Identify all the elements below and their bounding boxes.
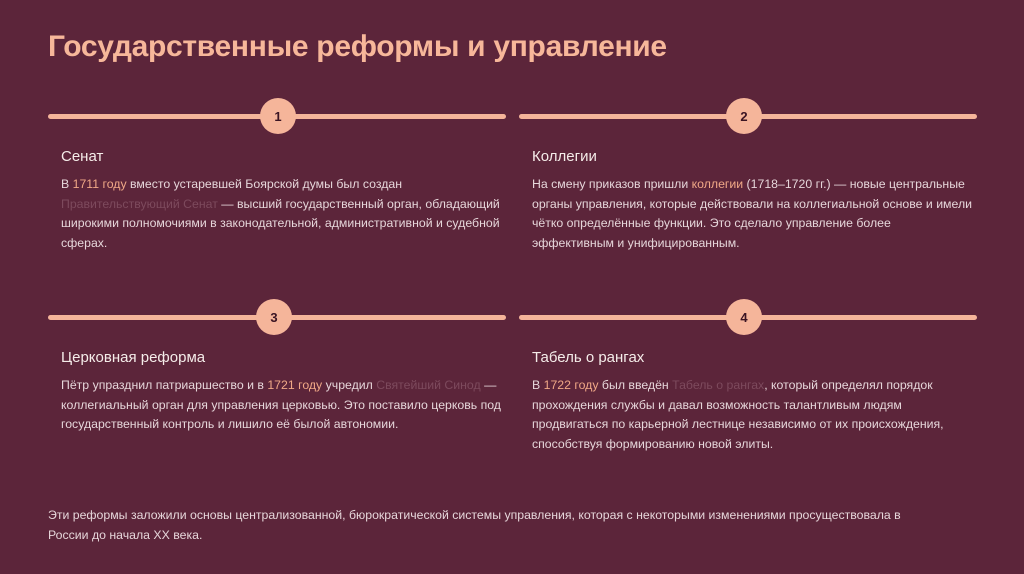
card-description: На смену приказов пришли коллегии (1718–1720 гг.) — новые центральные органы управления, которые действовали на коллегиальной основе и имели чётко определённые функции. Это сделало управление более эффективным и унифицированным. bbox=[532, 177, 972, 250]
summary-footer: Эти реформы заложили основы централизованной, бюрократической системы управления, которая с некоторыми изменениями просуществовала в России до начала XX века. bbox=[48, 508, 901, 542]
card-heading: Церковная реформа bbox=[61, 349, 206, 366]
step-number-badge: 2 bbox=[726, 98, 762, 134]
step-number-badge: 3 bbox=[256, 299, 292, 335]
card-description: Пётр упразднил патриаршество и в 1721 году учредил Святейший Синод — коллегиальный орган для управления церковью. Это поставило церковь под государственный контроль и лишило её былой автономии. bbox=[61, 378, 501, 432]
card-heading: Коллегии bbox=[532, 148, 597, 165]
page-title: Государственные реформы и управление bbox=[48, 30, 667, 63]
card-description: В 1711 году вместо устаревшей Боярской думы был создан Правительствующий Сенат — высший государственный орган, обладающий широкими полномочиями в законодательной, административной и судебной сферах. bbox=[61, 177, 500, 250]
step-number-badge: 1 bbox=[260, 98, 296, 134]
card-heading: Сенат bbox=[61, 148, 104, 165]
card-description: В 1722 году был введён Табель о рангах, который определял порядок прохождения службы и давал возможность талантливым людям продвигаться по карьерной лестнице независимо от их происхождения, способствуя формированию новой элиты. bbox=[532, 378, 944, 451]
step-number-badge: 4 bbox=[726, 299, 762, 335]
card-heading: Табель о рангах bbox=[532, 349, 645, 366]
